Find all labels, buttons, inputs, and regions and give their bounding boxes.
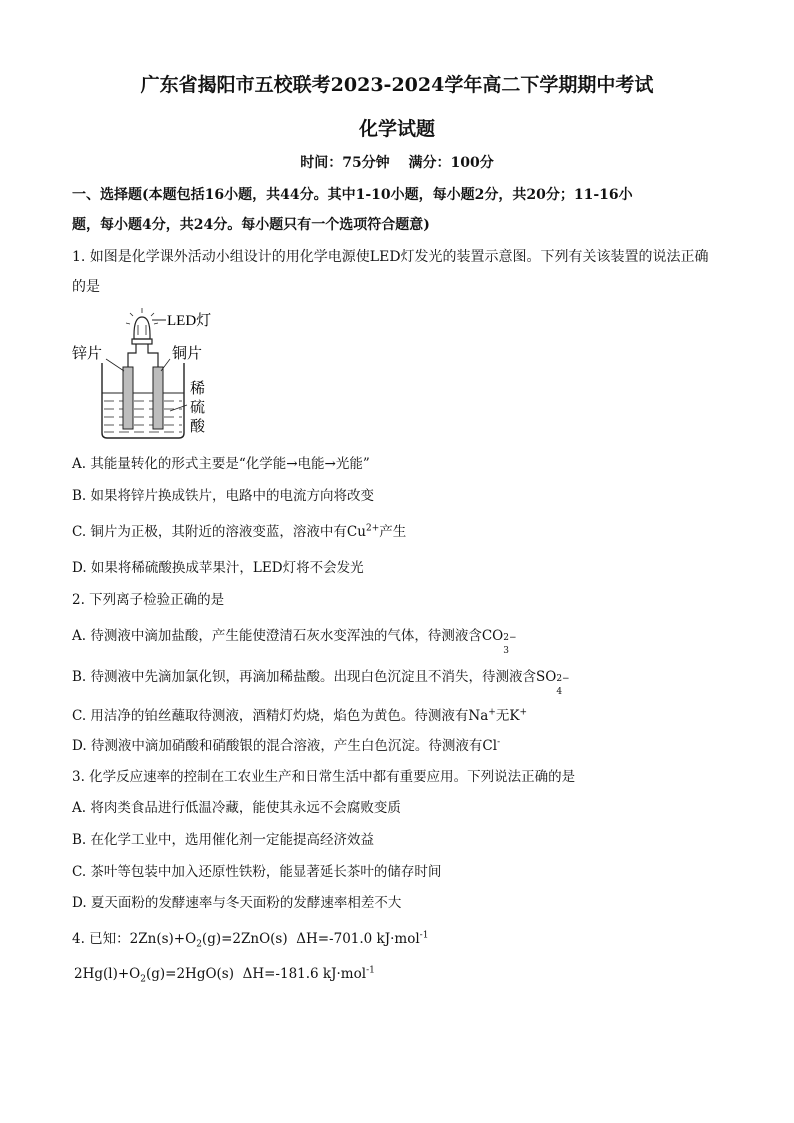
subject-title: 化学试题 <box>358 118 435 140</box>
zinc-electrode <box>123 367 133 429</box>
q2-option-a: A. 待测液中滴加盐酸，产生能使澄清石灰水变浑浊的气体，待测液含CO 3 2− <box>72 628 517 656</box>
time-info: 时间：75分钟 满分：100分 <box>300 155 494 171</box>
led-label: LED灯 <box>167 313 212 329</box>
section-heading-line1: 一、选择题(本题包括16小题，共44分。其中1-10小题，每小题2分，共20分；11-16小 <box>72 187 633 203</box>
q3-stem: 3. 化学反应速率的控制在工农业生产和日常生活中都有重要应用。下列说法正确的是 <box>72 769 576 785</box>
q1-stem-line1: 1. 如图是化学课外活动小组设计的用化学电源使LED灯发光的装置示意图。下列有关该装置的说法正确 <box>72 249 709 265</box>
q3-option-b: B. 在化学工业中，选用催化剂一定能提高经济效益 <box>72 832 375 848</box>
battery-led-figure <box>72 305 232 445</box>
acid-label-3: 酸 <box>190 419 206 435</box>
copper-electrode <box>153 367 163 429</box>
q4-equation-2: $2Hg(l)+O_2(g)=2HgO(s)$ ΔH=-181.6 kJ·mol$^{-1}$ <box>74 965 375 985</box>
q1-option-d: D. 如果将稀硫酸换成苹果汁，LED灯将不会发光 <box>72 560 364 576</box>
q3-option-a: A. 将肉类食品进行低温冷藏，能使其永远不会腐败变质 <box>72 800 401 816</box>
q1-option-b: B. 如果将锌片换成铁片，电路中的电流方向将改变 <box>72 488 375 504</box>
q1-stem-line2: 的是 <box>72 279 100 295</box>
led-bulb-icon <box>126 308 166 344</box>
q2-option-b: B. 待测液中先滴加氯化钡，再滴加稀盐酸。出现白色沉淀且不消失，待测液含SO 4 2− <box>72 669 570 697</box>
copper-label: 铜片 <box>172 346 203 362</box>
q2-option-c: C. 用洁净的铂丝蘸取待测液，酒精灯灼烧，焰色为黄色。待测液有Na+无K+ <box>72 707 527 724</box>
exam-title: 广东省揭阳市五校联考2023-2024学年高二下学期期中考试 <box>140 74 654 96</box>
zinc-label: 锌片 <box>72 346 103 362</box>
section-heading-line2: 题，每小题4分，共24分。每小题只有一个选项符合题意) <box>72 217 430 233</box>
q3-option-c: C. 茶叶等包装中加入还原性铁粉，能显著延长茶叶的储存时间 <box>72 864 442 880</box>
beaker-icon <box>102 363 184 438</box>
acid-label-1: 稀 <box>190 381 206 397</box>
q3-option-d: D. 夏天面粉的发酵速率与冬天面粉的发酵速率相差不大 <box>72 895 402 911</box>
q4-equation-1: 4. 已知：$2Zn(s)+O_2(g)=2ZnO(s)$ ΔH=-701.0 kJ·mol$^{-1}$ <box>72 930 429 950</box>
q2-option-d: D. 待测液中滴加硝酸和硝酸银的混合溶液，产生白色沉淀。待测液有Cl- <box>72 737 501 754</box>
q2-stem: 2. 下列离子检验正确的是 <box>72 592 225 608</box>
acid-label-2: 硫 <box>190 400 206 416</box>
q1-option-a: A. 其能量转化的形式主要是“化学能→电能→光能” <box>72 456 370 472</box>
q1-option-c: C. 铜片为正极，其附近的溶液变蓝，溶液中有$Cu^{2+}$产生 <box>72 523 407 540</box>
